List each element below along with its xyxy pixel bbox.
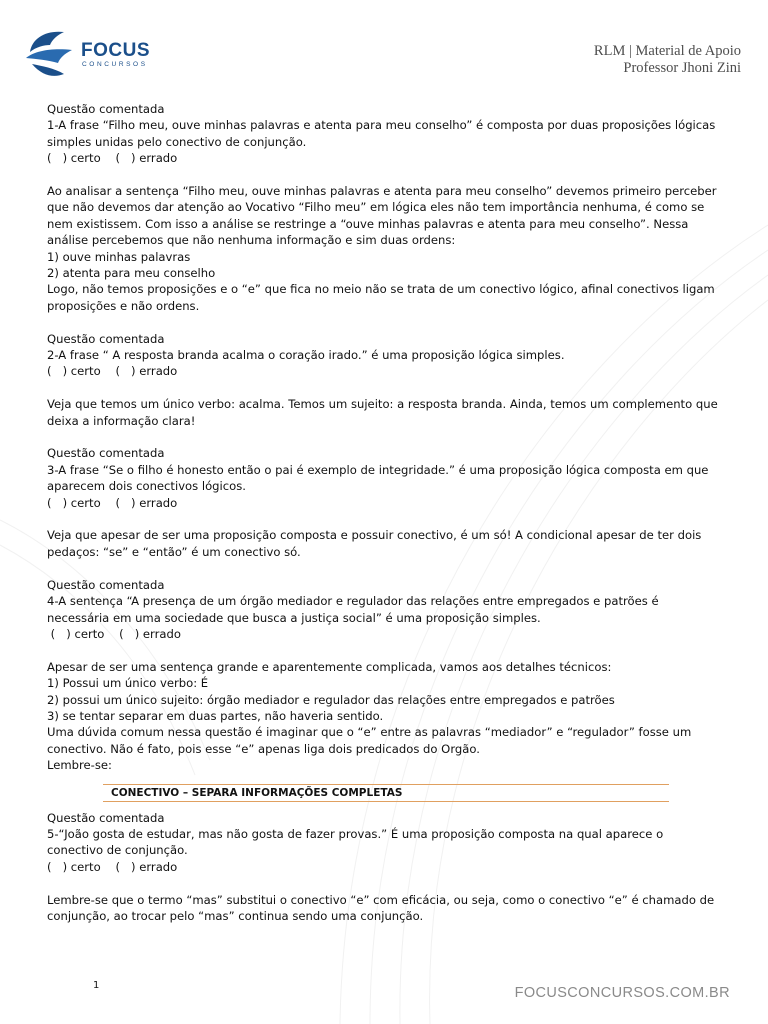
list-item: 2) atenta para meu conselho bbox=[47, 266, 216, 281]
list-item: 1) ouve minhas palavras bbox=[47, 249, 191, 264]
page-header bbox=[0, 0, 768, 100]
question-5 bbox=[47, 810, 721, 876]
page-number: 1 bbox=[93, 980, 100, 991]
question-heading: Questão comentada bbox=[47, 331, 165, 346]
list-item: 1) Possui um único verbo: É bbox=[47, 676, 209, 691]
question-statement: 5-“João gosta de estudar, mas não gosta de fazer provas.” É uma proposição composta na qual aparece o conectivo de conjunção. bbox=[47, 826, 664, 858]
answer-options: ( ) certo ( ) errado bbox=[47, 859, 178, 874]
commentary-paragraph: Apesar de ser uma sentença grande e aparentemente complicada, vamos aos detalhes técnicos: bbox=[47, 659, 612, 674]
commentary-paragraph: Lembre-se que o termo “mas” substitui o conectivo “e” com eficácia, ou seja, como o conectivo “e” é chamado de conjunção, ao trocar pelo “mas” continua sendo uma conjunção. bbox=[47, 892, 715, 923]
header-professor: Professor Jhoni Zini bbox=[623, 60, 741, 76]
list-item: 2) possui um único sujeito: órgão mediador e regulador das relações entre empregados e patrões bbox=[47, 692, 615, 707]
footer-url: FOCUSCONCURSOS.COM.BR bbox=[514, 985, 730, 1001]
commentary-paragraph: Veja que apesar de ser uma proposição composta e possuir conectivo, é um só! A condicional apesar de ter dois pedaços: “se” e “então” é um conectivo só. bbox=[47, 528, 702, 559]
highlight-box: CONECTIVO – SEPARA INFORMAÇÕES COMPLETAS bbox=[103, 784, 669, 802]
commentary-4 bbox=[47, 659, 721, 802]
commentary-paragraph: Veja que temos um único verbo: acalma. Temos um sujeito: a resposta branda. Ainda, temos um complemento que deixa a informação clara! bbox=[47, 397, 718, 428]
answer-options: ( ) certo ( ) errado bbox=[47, 364, 178, 379]
answer-options: ( ) certo ( ) errado bbox=[47, 626, 181, 641]
question-4 bbox=[47, 577, 721, 643]
commentary-5 bbox=[47, 892, 721, 925]
commentary-paragraph: Lembre-se: bbox=[47, 758, 112, 773]
question-statement: 1-A frase “Filho meu, ouve minhas palavras e atenta para meu conselho” é composta por duas proposições lógicas simples unidas pelo conectivo de conjunção. bbox=[47, 118, 716, 149]
question-heading: Questão comentada bbox=[47, 446, 165, 461]
question-3 bbox=[47, 445, 721, 511]
logo-mark-icon bbox=[24, 28, 80, 80]
commentary-paragraph: Logo, não temos proposições e o “e” que fica no meio não se trata de um conectivo lógico, afinal conectivos ligam proposições e não ordens. bbox=[47, 282, 715, 313]
document-body bbox=[47, 101, 721, 924]
question-2 bbox=[47, 331, 721, 380]
question-heading: Questão comentada bbox=[47, 577, 165, 592]
commentary-paragraph: Uma dúvida comum nessa questão é imaginar que o “e” entre as palavras “mediador” e “regulador” fosse um conectivo. Não é fato, pois esse “e” apenas liga dois predicados do Orgão. bbox=[47, 725, 692, 756]
logo-wordmark: FOCUS bbox=[81, 40, 150, 61]
commentary-1 bbox=[47, 183, 721, 314]
question-statement: 2-A frase “ A resposta branda acalma o coração irado.” é uma proposição lógica simples. bbox=[47, 348, 565, 363]
logo-subtext: CONCURSOS bbox=[82, 61, 148, 68]
question-statement: 4-A sentença “A presença de um órgão mediador e regulador das relações entre empregados e patrões é necessária em uma sociedade que busca a justiça social” é uma proposição simples. bbox=[47, 594, 659, 625]
question-heading: Questão comentada bbox=[47, 102, 165, 116]
question-1 bbox=[47, 101, 721, 167]
focus-concursos-logo bbox=[24, 28, 154, 80]
commentary-paragraph: Ao analisar a sentença “Filho meu, ouve minhas palavras e atenta para meu conselho” devemos primeiro perceber que não devemos dar atenção ao Vocativo “Filho meu” em lógica eles não tem importância nenhuma, é como se nem existissem. Com isso a análise se restringe a “ouve minhas palavras e atenta para meu conselho”. Nessa análise percebemos que não nenhuma informação e sim duas ordens: bbox=[47, 184, 717, 248]
commentary-3 bbox=[47, 527, 721, 560]
answer-options: ( ) certo ( ) errado bbox=[47, 495, 178, 510]
question-heading: Questão comentada bbox=[47, 810, 165, 825]
header-info bbox=[594, 43, 741, 77]
list-item: 3) se tentar separar em duas partes, não haveria sentido. bbox=[47, 708, 384, 723]
answer-options: ( ) certo ( ) errado bbox=[47, 151, 178, 166]
question-statement: 3-A frase “Se o filho é honesto então o pai é exemplo de integridade.” é uma proposição lógica composta em que aparecem dois conectivos lógicos. bbox=[47, 462, 709, 494]
header-subject: RLM | Material de Apoio bbox=[593, 43, 741, 59]
commentary-2 bbox=[47, 396, 721, 429]
